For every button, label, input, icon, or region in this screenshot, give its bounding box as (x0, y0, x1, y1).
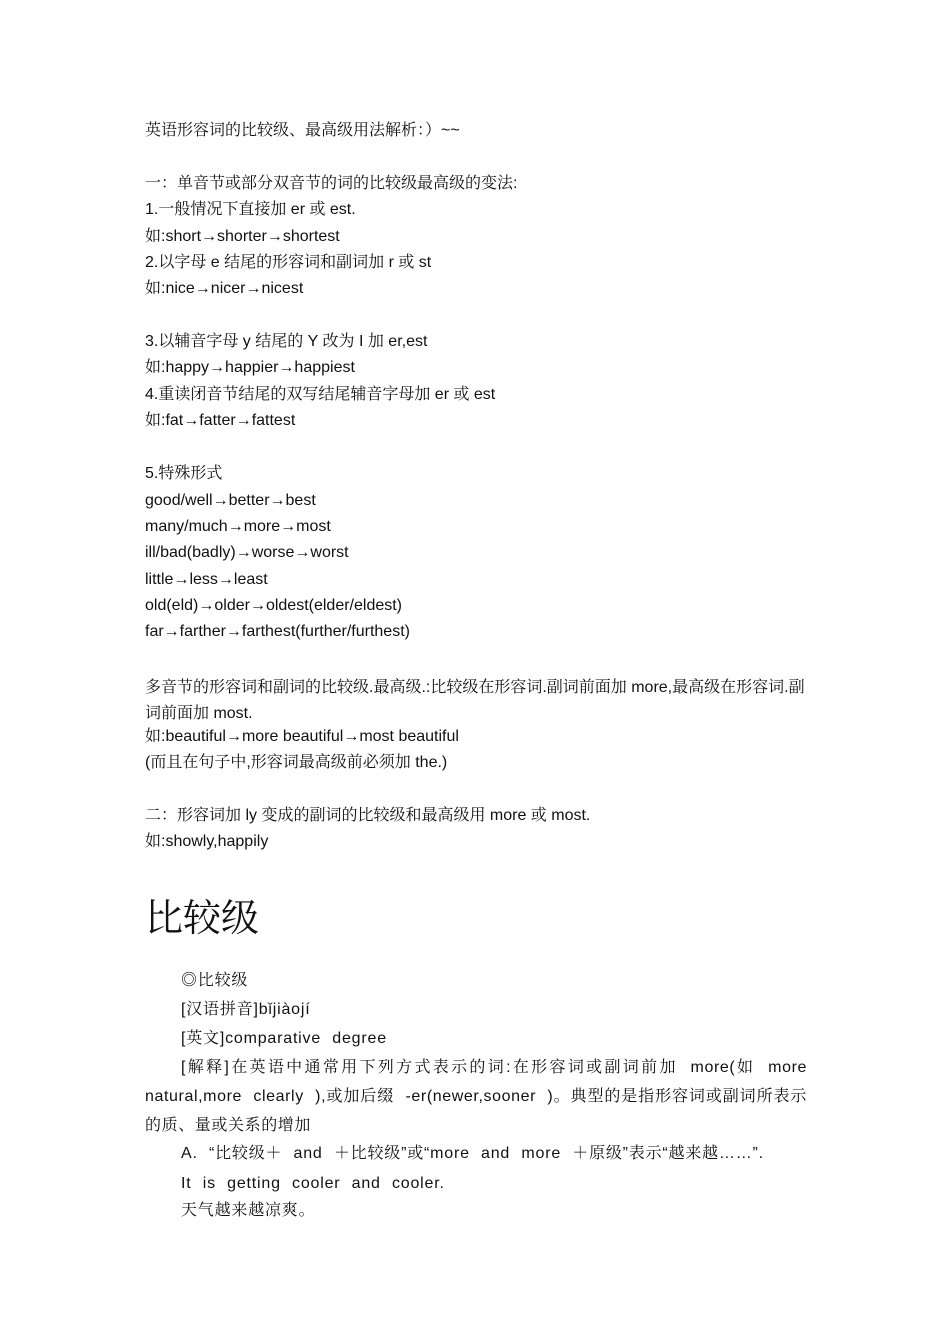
rule-4-example: 如:fat→fatter→fattest (145, 412, 296, 429)
document-title: 英语形容词的比较级、最高级用法解析：）~~ (145, 122, 460, 139)
multi-syllable-rule: 多音节的形容词和副词的比较级.最高级.:比较级在形容词.副词前面加 more,最高级在形容词.副词前面加 most. (145, 679, 805, 722)
entry-explanation: [解释]在英语中通常用下列方式表示的词:在形容词或副词前加 more(如 more natural,more clearly ),或加后缀 -er(newer,sooner )。典型的是指形容词或副词所表示的质、量或关系的增加 (145, 1059, 807, 1134)
rule-3-example: 如:happy→happier→happiest (145, 359, 355, 376)
section-one-heading: 一：单音节或部分双音节的词的比较级最高级的变法: (145, 175, 518, 192)
entry-example-english: It is getting cooler and cooler. (181, 1175, 445, 1192)
special-form-item: many/much→more→most (145, 518, 331, 535)
entry-pattern: A. “比较级＋ and ＋比较级”或“more and more ＋原级”表示“越来越……”. (181, 1145, 764, 1162)
rule-2-example: 如:nice→nicer→nicest (145, 280, 304, 297)
entry-heading: 比较级 (145, 896, 260, 940)
special-forms-heading: 5.特殊形式 (145, 465, 223, 482)
rule-1: 1.一般情况下直接加 er 或 est. (145, 201, 356, 218)
special-form-item: far→farther→farthest(further/furthest) (145, 623, 410, 640)
special-form-item: old(eld)→older→oldest(elder/eldest) (145, 597, 403, 614)
special-form-item: ill/bad(badly)→worse→worst (145, 544, 349, 561)
rule-4: 4.重读闭音节结尾的双写结尾辅音字母加 er 或 est (145, 386, 496, 403)
entry-example-chinese: 天气越来越凉爽。 (181, 1202, 316, 1219)
special-form-item: good/well→better→best (145, 492, 316, 509)
rule-3: 3.以辅音字母 y 结尾的 Y 改为 I 加 er,est (145, 333, 428, 350)
entry-pinyin: [汉语拼音]bǐjiàojí (181, 1001, 311, 1018)
rule-2: 2.以字母 e 结尾的形容词和副词加 r 或 st (145, 254, 432, 271)
section-two-example: 如:showly,happily (145, 833, 269, 850)
entry-english: [英文]comparative degree (181, 1030, 387, 1047)
entry-symbol-line: ◎比较级 (181, 972, 249, 989)
section-two-heading: 二：形容词加 ly 变成的副词的比较级和最高级用 more 或 most. (145, 807, 591, 824)
superlative-note: (而且在句子中,形容词最高级前必须加 the.) (145, 754, 448, 771)
rule-1-example: 如:short→shorter→shortest (145, 228, 340, 245)
multi-syllable-example: 如:beautiful→more beautiful→most beautiful (145, 728, 459, 745)
special-form-item: little→less→least (145, 571, 268, 588)
